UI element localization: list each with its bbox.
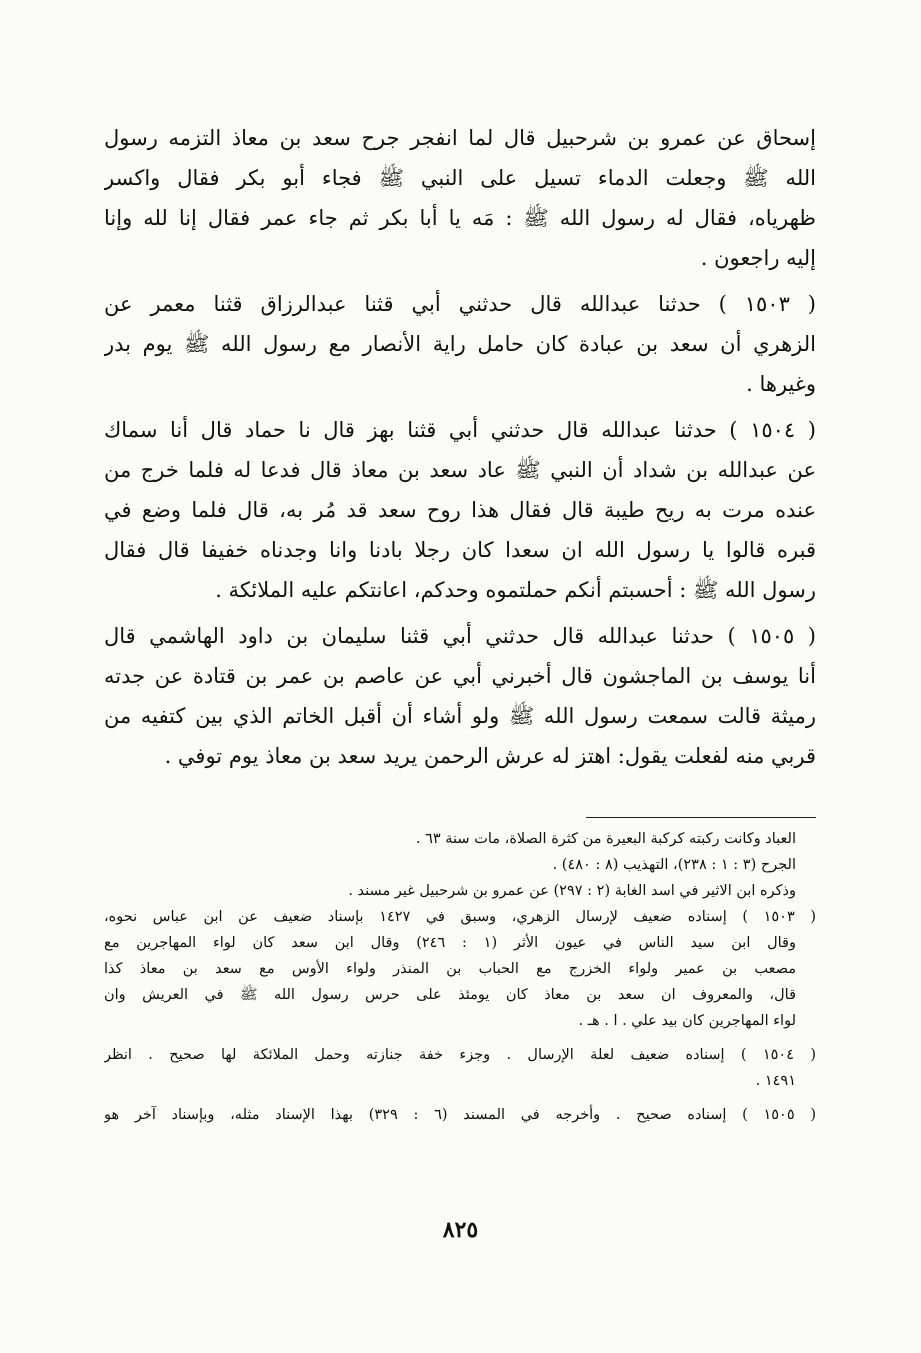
main-text	[104, 118, 816, 782]
footnote-1503	[104, 904, 816, 1034]
footnote-line: ( ١٥٠٥ ) إسناده صحيح . وأخرجه في المسند (٦ : ٣٢٩) بهذا الإسناد مثله، وبإسناد آخر هو	[104, 1107, 816, 1123]
text-line: عنده مرت به ريح طيبة قال فقال هذا روح سعد قد مُر به، قال فلما وضع في	[104, 498, 816, 522]
text-line: الزهري أن سعد بن عبادة كان حامل راية الأنصار مع رسول الله ﷺ يوم بدر	[104, 332, 816, 356]
footnote-line: مصعب بن عمير ولواء الخزرج مع الحباب بن المنذر ولواء الأوس مع سعد بن معاذ كذا	[104, 961, 796, 977]
text-line: قبره قالوا يا رسول الله ان سعدا كان رجلا بادنا وانا وجدناه خفيفا قال فقال	[104, 538, 816, 562]
footnote-continued	[104, 826, 816, 904]
footnote-line: لواء المهاجرين كان بيد علي . ا . هـ .	[578, 1013, 796, 1029]
footnote-line: ( ١٥٠٣ ) إسناده ضعيف لإرسال الزهري، وسبق في ١٤٢٧ بإسناد ضعيف عن ابن عباس نحوه،	[104, 909, 816, 925]
paragraph	[104, 118, 816, 278]
text-line: رميثة قالت سمعت رسول الله ﷺ ولو أشاء أن أقبل الخاتم الذي بين كتفيه من	[104, 704, 816, 728]
footnote-line: ١٤٩١ .	[755, 1073, 796, 1089]
paragraph-hadith-1503	[104, 284, 816, 404]
text-line: قربي منه لفعلت يقول: اهتز له عرش الرحمن يريد سعد بن معاذ يوم توفي .	[164, 744, 816, 768]
footnote-line: العباد وكانت ركبته كركبة البعيرة من كثرة الصلاة، مات سنة ٦٣ .	[415, 831, 796, 847]
text-line: ظهرياه، فقال له رسول الله ﷺ : مَه يا أبا بكر ثم جاء عمر فقال إنا لله وإنا	[104, 206, 816, 230]
text-line: إسحاق عن عمرو بن شرحبيل قال لما انفجر جرح سعد بن معاذ التزمه رسول	[104, 126, 816, 150]
text-line: عن عبدالله بن شداد أن النبي ﷺ عاد سعد بن معاذ قال فدعا له فلما خرج من	[104, 458, 816, 482]
paragraph-hadith-1504	[104, 410, 816, 610]
text-line: وغيرها .	[746, 372, 816, 396]
footnote-1504	[104, 1042, 816, 1094]
text-line: ( ١٥٠٥ ) حدثنا عبدالله قال حدثني أبي قثنا سليمان بن داود الهاشمي قال	[104, 624, 816, 648]
paragraph-hadith-1505	[104, 616, 816, 776]
text-line: ( ١٥٠٤ ) حدثنا عبدالله قال حدثني أبي قثنا بهز قال نا حماد قال أنا سماك	[104, 418, 816, 442]
text-line: رسول الله ﷺ : أحسبتم أنكم حملتموه وحدكم، اعانتكم عليه الملائكة .	[215, 578, 816, 602]
footnote-line: ( ١٥٠٤ ) إسناده ضعيف لعلة الإرسال . وجزء خفة جنازته وحمل الملائكة لها صحيح . انظر	[104, 1047, 816, 1063]
footnote-line: الجرح (٣ : ١ : ٢٣٨)، التهذيب (٨ : ٤٨٠) .	[552, 857, 796, 873]
page-number: ٨٢٥	[442, 1217, 479, 1243]
footnote-line: وذكره ابن الاثير في اسد الغابة (٢ : ٢٩٧) عن عمرو بن شرحبيل غير مسند .	[348, 883, 796, 899]
footnote-line: وقال ابن سيد الناس في عيون الأثر (١ : ٢٤٦) وقال ابن سعد كان لواء المهاجرين مع	[104, 935, 796, 951]
footnote-separator	[586, 817, 816, 818]
text-line: الله ﷺ وجعلت الدماء تسيل على النبي ﷺ فجاء أبو بكر فقال واكسر	[104, 166, 816, 190]
footnotes	[104, 826, 816, 1128]
footnote-gap	[104, 1034, 816, 1042]
text-line: أنا يوسف بن الماجشون قال أخبرني أبي عن عاصم بن عمر بن قتادة عن جدته	[104, 664, 816, 688]
footnote-1505	[104, 1102, 816, 1128]
footnote-gap	[104, 1094, 816, 1102]
text-line: ( ١٥٠٣ ) حدثنا عبدالله قال حدثني أبي قثنا عبدالرزاق قثنا معمر عن	[104, 292, 816, 316]
text-line: إليه راجعون .	[700, 246, 816, 270]
footnote-line: قال، والمعروف ان سعد بن معاذ كان يومئذ على حرس رسول الله ﷺ في العريش وان	[104, 987, 796, 1003]
